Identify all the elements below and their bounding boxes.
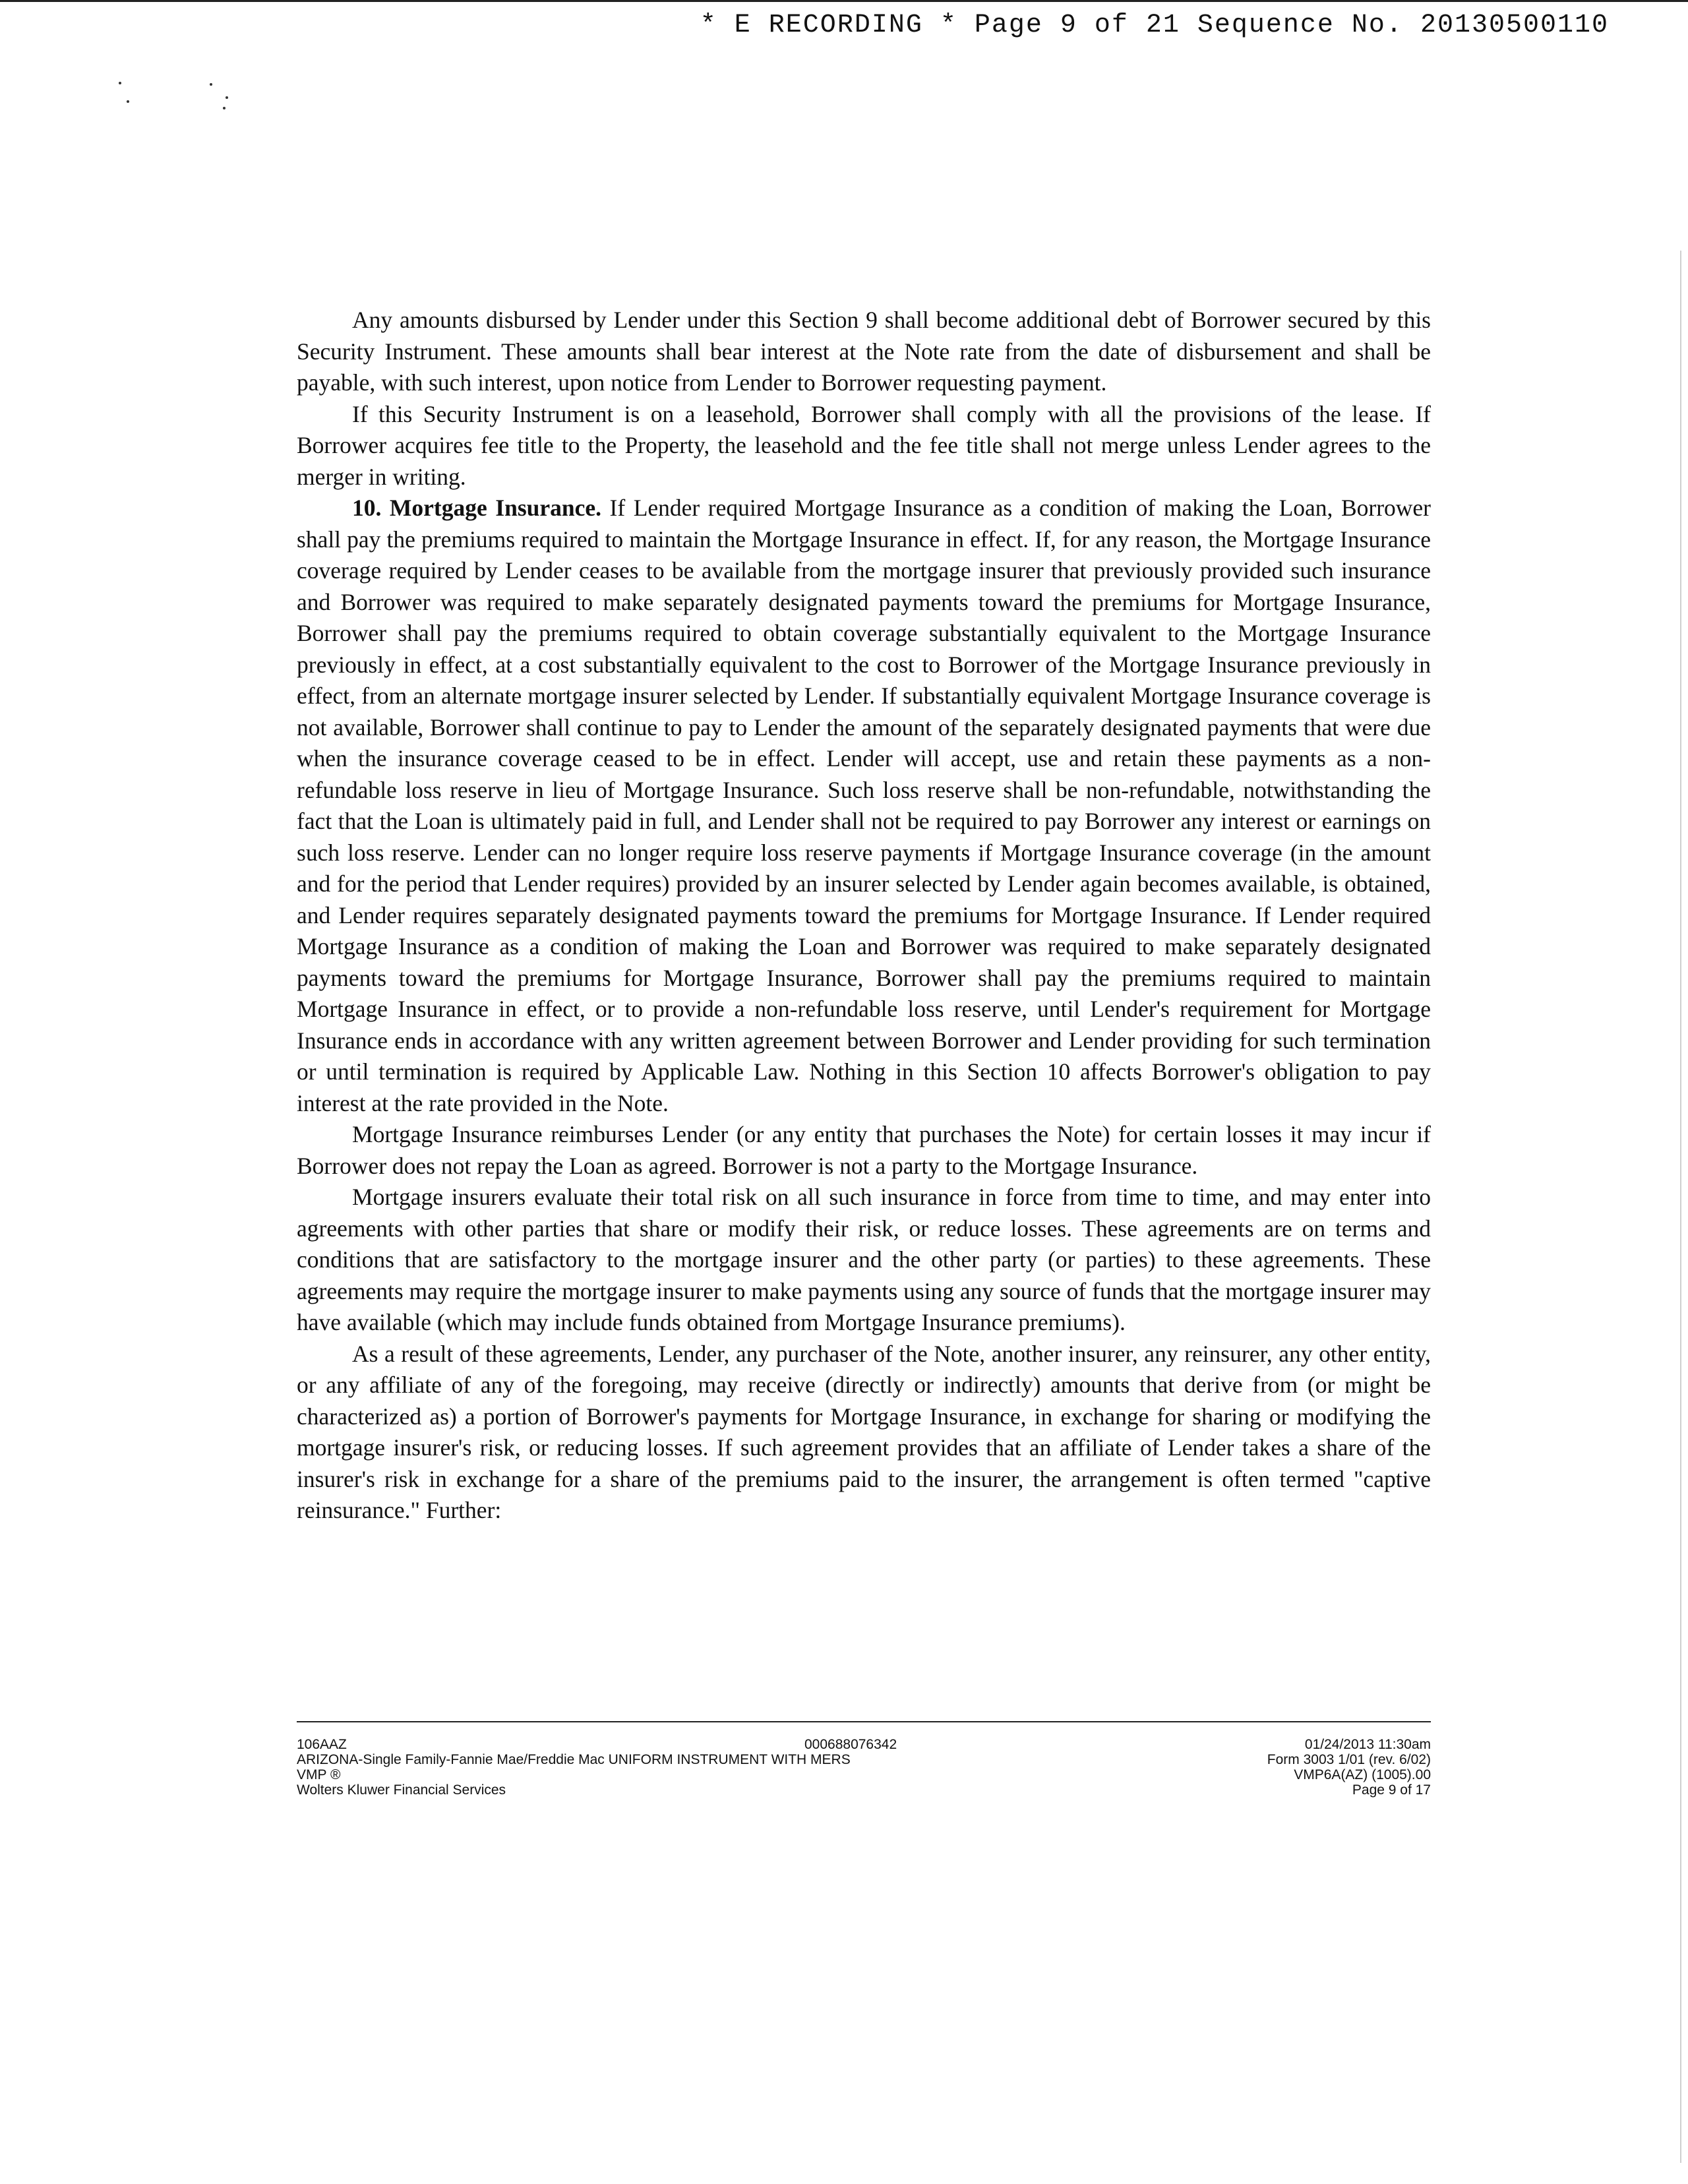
- footer-rule: [297, 1721, 1431, 1722]
- top-edge-rule: [0, 0, 1688, 2]
- footer-datetime: 01/24/2013 11:30am: [1304, 1737, 1431, 1752]
- scan-speck: [127, 100, 129, 103]
- section-10-heading: 10. Mortgage Insurance.: [352, 495, 602, 521]
- footer-page-number: Page 9 of 17: [1352, 1782, 1431, 1798]
- paragraph-mortgage-insurance: [297, 493, 1431, 1119]
- footer-form-number: Form 3003 1/01 (rev. 6/02): [1267, 1752, 1431, 1767]
- paragraph-insurers-evaluate: Mortgage insurers evaluate their total risk on all such insurance in force from time to time, and may enter into agreements with other parties that share or modify their risk, or reduce losses. These agreements are on terms and conditions that are satisfactory to the mortgage insurer and the other party (or parties) to these agreements. These agreements may require the mortgage insurer to make payments using any source of funds that the mortgage insurer may have available (which may include funds obtained from Mortgage Insurance premiums).: [297, 1184, 1431, 1335]
- footer-vmp-code: VMP6A(AZ) (1005).00: [1294, 1767, 1431, 1782]
- scan-edge-line: [1680, 251, 1681, 2163]
- paragraph-leasehold: If this Security Instrument is on a leasehold, Borrower shall comply with all the provisions of the lease. If Borrower acquires fee title to the Property, the leasehold and the fee title shall not merge unless Lender agrees to the merger in writing.: [297, 400, 1431, 490]
- paragraph-captive-reinsurance: As a result of these agreements, Lender, any purchaser of the Note, another insurer, any reinsurer, any other entity, or any affiliate of any of the foregoing, may receive (directly or indirectly) amounts that derive from (or might be characterized as) a portion of Borrower's payments for Mortgage Insurance, in exchange for sharing or modifying the mortgage insurer's risk, or reducing losses. If such agreement provides that an affiliate of Lender takes a share of the insurer's risk in exchange for a share of the premiums paid to the insurer, the arrangement is often termed "captive reinsurance." Further:: [297, 1340, 1431, 1523]
- scan-speck: [119, 82, 121, 84]
- footer-right: [1267, 1737, 1431, 1798]
- scan-speck: [210, 83, 212, 86]
- footer-loan-number: 000688076342: [804, 1737, 897, 1752]
- form-footer: [297, 1737, 1431, 1816]
- footer-vmp: VMP ®: [297, 1767, 341, 1782]
- section-10-text: If Lender required Mortgage Insurance as a condition of making the Loan, Borrower shall pay the premiums required to maintain the Mortgage Insurance in effect. If, for any reason, the Mortgage Insurance coverage required by Lender ceases to be available from the mortgage insurer that previously provided such insurance and Borrower was required to make separately designated payments toward the premiums for Mortgage Insurance, Borrower shall pay the premiums required to obtain coverage substantially equivalent to the Mortgage Insurance previously in effect, at a cost substantially equivalent to the cost to Borrower of the Mortgage Insurance previously in effect, from an alternate mortgage insurer selected by Lender. If substantially equivalent Mortgage Insurance coverage is not available, Borrower shall continue to pay to Lender the amount of the separately designated payments that were due when the insurance coverage ceased to be in effect. Lender will accept, use and retain these payments as a non-refundable loss reserve in lieu of Mortgage Insurance. Such loss reserve shall be non-refundable, notwithstanding the fact that the Loan is ultimately paid in full, and Lender shall not be required to pay Borrower any interest or earnings on such loss reserve. Lender can no longer require loss reserve payments if Mortgage Insurance coverage (in the amount and for the period that Lender requires) provided by an insurer selected by Lender again becomes available, is obtained, and Lender requires separately designated payments toward the premiums for Mortgage Insurance. If Lender required Mortgage Insurance as a condition of making the Loan and Borrower was required to make separately designated payments toward the premiums for Mortgage Insurance, Borrower shall pay the premiums required to maintain Mortgage Insurance in effect, or to provide a non-refundable loss reserve, until Lender's requirement for Mortgage Insurance ends in accordance with any written agreement between Borrower and Lender providing for such termination or until termination is required by Applicable Law. Nothing in this Section 10 affects Borrower's obligation to pay interest at the rate provided in the Note.: [297, 495, 1431, 1116]
- paragraph-disbursed-amounts: Any amounts disbursed by Lender under this Section 9 shall become additional debt of Borrower secured by this Security Instrument. These amounts shall bear interest at the Note rate from the date of disbursement and shall be payable, with such interest, upon notice from Lender to Borrower requesting payment.: [297, 307, 1431, 396]
- recording-header: * E RECORDING * Page 9 of 21 Sequence No. 20130500110: [700, 11, 1609, 40]
- footer-center: [804, 1737, 897, 1752]
- paragraph-insurance-reimburses: Mortgage Insurance reimburses Lender (or any entity that purchases the Note) for certain losses it may incur if Borrower does not repay the Loan as agreed. Borrower is not a party to the Mortgage Insurance.: [297, 1121, 1431, 1179]
- scan-speck: [226, 96, 228, 99]
- footer-left: [297, 1737, 851, 1798]
- document-body: [297, 305, 1431, 1527]
- footer-publisher: Wolters Kluwer Financial Services: [297, 1782, 506, 1798]
- scan-speck: [223, 107, 226, 109]
- footer-description: ARIZONA-Single Family-Fannie Mae/Freddie Mac UNIFORM INSTRUMENT WITH MERS: [297, 1752, 851, 1767]
- footer-form-code: 106AAZ: [297, 1737, 347, 1752]
